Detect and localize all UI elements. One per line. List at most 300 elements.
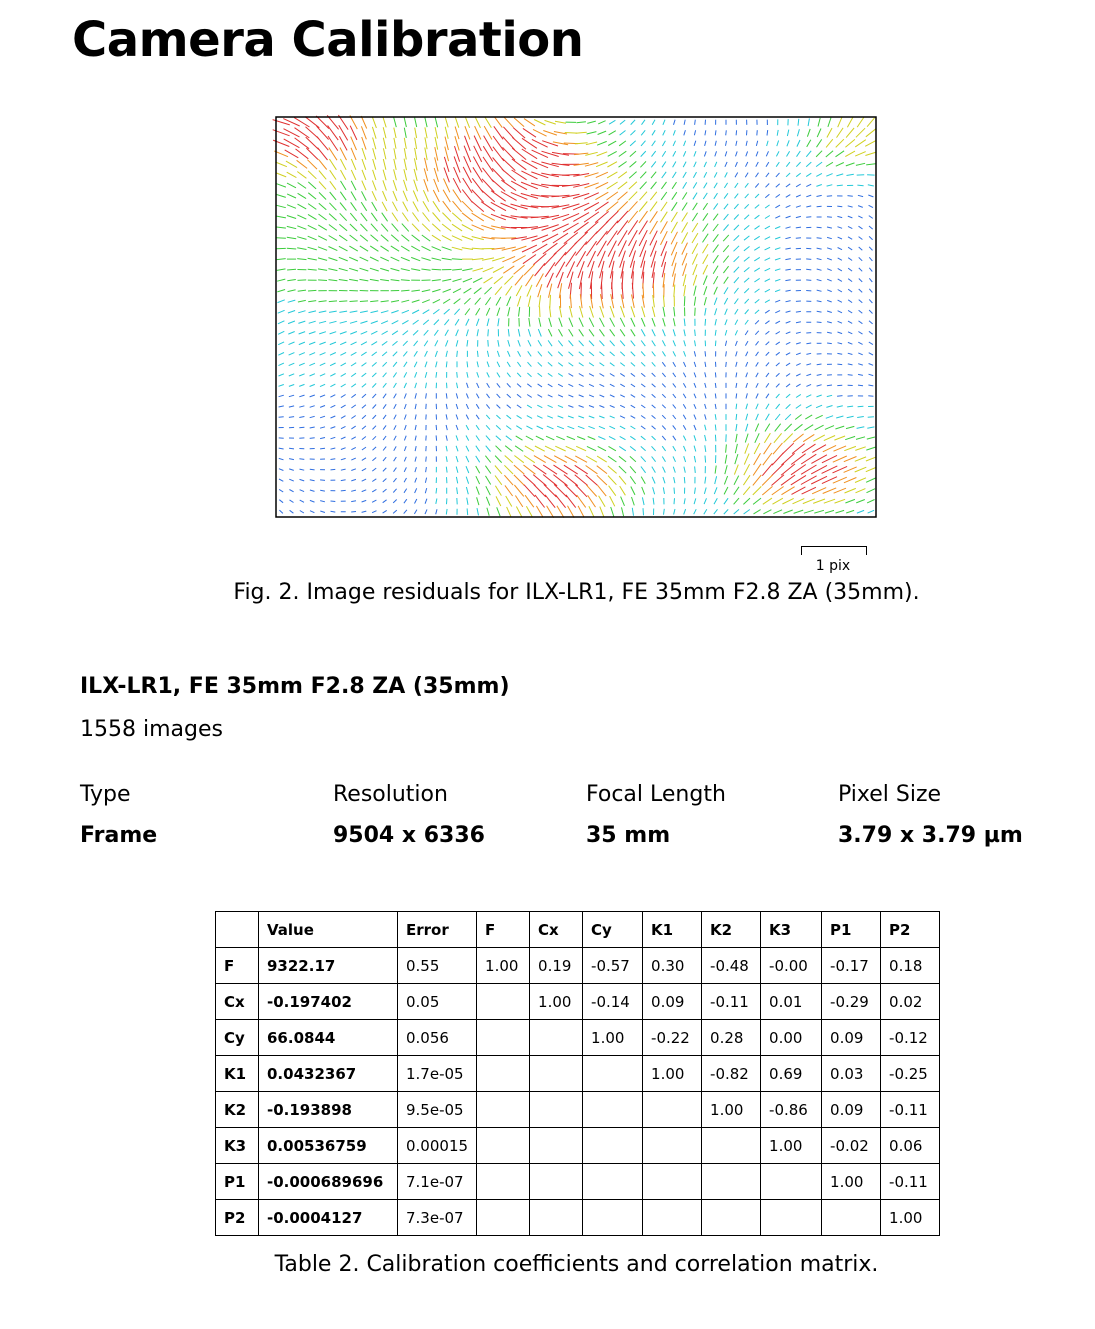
residual-vector: [443, 299, 450, 303]
table-cell: [761, 1200, 822, 1236]
residual-vector: [662, 426, 666, 430]
residual-vector: [362, 490, 367, 492]
residual-vector: [277, 290, 285, 292]
residual-vector: [383, 457, 386, 461]
residual-vector: [453, 201, 462, 212]
residual-vector: [704, 172, 707, 177]
table-cell: -0.000689696: [259, 1164, 398, 1200]
table-cell: 0.09: [822, 1092, 881, 1128]
residual-vector: [452, 213, 462, 222]
residual-vector: [755, 424, 758, 432]
residual-vector: [443, 201, 451, 212]
table-cell: [702, 1164, 761, 1200]
residual-vector: [455, 319, 459, 325]
residual-vector: [456, 404, 458, 409]
residual-vector: [806, 195, 811, 197]
residual-vector: [589, 363, 594, 366]
residual-vector: [806, 353, 811, 354]
residual-vector: [631, 352, 635, 357]
table-cell: K2: [216, 1092, 259, 1128]
residual-vector: [589, 318, 594, 327]
residual-vector: [693, 275, 696, 286]
table-cell: -0.0004127: [259, 1200, 398, 1236]
residual-vector: [845, 436, 855, 439]
residual-vector: [362, 437, 366, 440]
table-header-row: [216, 912, 940, 948]
residual-vector: [299, 332, 306, 334]
residual-vector: [491, 214, 506, 220]
residual-vector: [404, 372, 407, 377]
residual-vector: [736, 393, 737, 398]
residual-vector: [735, 162, 737, 167]
residual-vector: [796, 394, 801, 397]
residual-vector: [607, 231, 617, 246]
residual-vector: [735, 454, 738, 464]
table-row: [216, 1200, 940, 1236]
residual-vector: [734, 235, 740, 240]
residual-vector: [584, 202, 599, 210]
residual-vector: [362, 191, 367, 200]
table-row: [216, 948, 940, 984]
residual-vector: [383, 500, 387, 503]
residual-vector: [836, 151, 845, 157]
residual-vector: [631, 487, 635, 495]
residual-vector: [425, 362, 427, 368]
residual-vector: [341, 448, 346, 450]
residual-vector: [836, 416, 843, 418]
residual-vector: [775, 237, 780, 239]
residual-vector: [415, 467, 417, 472]
residual-vector: [452, 224, 462, 231]
residual-vector: [736, 414, 737, 420]
residual-vector: [641, 467, 646, 473]
residual-vector: [402, 224, 409, 232]
residual-vector: [867, 427, 874, 428]
table-cell: 0.55: [398, 948, 477, 984]
residual-vector: [371, 311, 379, 313]
residual-vector: [827, 279, 832, 281]
residual-vector: [776, 332, 780, 335]
residual-vector: [519, 307, 520, 317]
residual-vector: [436, 372, 437, 378]
residual-vector: [446, 446, 447, 451]
residual-vector: [694, 286, 696, 296]
table-cell: [643, 1164, 702, 1200]
residual-vector: [372, 117, 376, 128]
residual-vector: [341, 469, 346, 470]
residual-vector: [277, 269, 286, 271]
residual-vector: [744, 454, 749, 465]
residual-vector: [341, 416, 346, 419]
residual-vector: [532, 244, 547, 253]
residual-vector: [517, 405, 521, 408]
residual-vector: [640, 161, 646, 167]
residual-vector: [504, 465, 513, 474]
residual-vector: [547, 416, 553, 418]
residual-vector: [318, 225, 327, 230]
residual-vector: [467, 372, 468, 378]
residual-vector: [477, 351, 478, 357]
residual-vector: [641, 395, 645, 398]
residual-vector: [527, 384, 531, 387]
residual-vector: [279, 458, 284, 459]
table-cell: -0.11: [881, 1164, 940, 1200]
table-cell: 0.30: [643, 948, 702, 984]
residual-vector: [476, 456, 480, 462]
table-row: [216, 1164, 940, 1200]
residual-vector: [705, 425, 706, 431]
residual-vector: [299, 353, 305, 356]
residual-vector: [392, 341, 397, 345]
residual-vector: [714, 487, 717, 494]
residual-vector: [340, 148, 347, 161]
residual-vector: [755, 299, 760, 303]
residual-vector: [496, 436, 501, 441]
residual-vector: [692, 213, 697, 221]
residual-vector: [619, 476, 626, 484]
residual-vector: [704, 498, 706, 504]
residual-vector: [411, 290, 420, 291]
residual-vector: [586, 485, 596, 497]
residual-vector: [435, 117, 438, 127]
residual-vector: [773, 498, 783, 504]
residual-vector: [652, 141, 656, 146]
residual-vector: [806, 173, 811, 176]
residual-vector: [341, 395, 346, 398]
residual-vector: [694, 415, 696, 420]
residual-vector: [497, 362, 500, 367]
residual-vector: [745, 204, 749, 208]
spec-pixel-size-label: Pixel Size: [838, 782, 942, 807]
residual-vector: [537, 426, 543, 429]
residual-vector: [827, 290, 832, 292]
residual-vector: [446, 509, 447, 515]
residual-vector: [796, 238, 801, 239]
residual-vector: [476, 319, 479, 326]
table-cell: -0.02: [822, 1128, 881, 1164]
residual-vector: [456, 446, 458, 452]
residual-vector: [537, 405, 542, 408]
residual-vector: [351, 512, 356, 513]
residual-vector: [362, 181, 366, 191]
residual-vector: [373, 436, 377, 440]
residual-vector: [288, 300, 296, 302]
residual-vector: [287, 226, 296, 228]
residual-vector: [703, 234, 709, 243]
residual-vector: [362, 148, 366, 160]
residual-vector: [641, 436, 646, 440]
residual-vector: [558, 405, 563, 407]
residual-vector: [765, 216, 770, 219]
residual-vector: [640, 172, 646, 179]
residual-vector: [673, 394, 676, 398]
residual-vector: [597, 241, 606, 256]
residual-vector: [694, 509, 697, 514]
residual-vector: [505, 446, 512, 452]
residual-vector: [545, 262, 555, 276]
residual-vector: [631, 341, 635, 347]
residual-vector: [394, 404, 397, 409]
residual-vector: [704, 488, 706, 494]
residual-vector: [776, 173, 780, 177]
residual-vector: [828, 118, 831, 127]
residual-vector: [467, 340, 468, 346]
residual-vector: [297, 248, 306, 250]
table-cell: 0.00: [761, 1020, 822, 1056]
residual-vector: [723, 266, 728, 273]
table-cell: K3: [216, 1128, 259, 1164]
residual-vector: [660, 221, 667, 233]
residual-vector: [349, 257, 358, 261]
residual-vector: [694, 362, 696, 367]
residual-vector: [765, 279, 770, 282]
residual-vector: [763, 498, 772, 504]
residual-vector: [618, 192, 628, 201]
residual-vector: [391, 311, 398, 314]
residual-vector: [318, 247, 327, 251]
residual-vector: [715, 476, 717, 484]
residual-vector: [414, 158, 417, 170]
residual-vector: [705, 319, 706, 326]
residual-vector: [370, 268, 379, 271]
residual-vector: [762, 475, 773, 486]
residual-vector: [525, 495, 534, 507]
residual-vector: [766, 383, 769, 387]
residual-vector: [628, 211, 638, 223]
residual-vector: [796, 374, 800, 376]
residual-vector: [341, 373, 346, 376]
residual-vector: [587, 121, 596, 123]
residual-vector: [856, 489, 866, 493]
residual-vector: [524, 456, 535, 463]
residual-vector: [704, 286, 707, 295]
residual-vector: [827, 300, 832, 302]
residual-vector: [652, 352, 656, 357]
residual-vector: [371, 213, 377, 221]
residual-vector: [403, 191, 407, 202]
residual-vector: [383, 159, 386, 170]
residual-vector: [476, 404, 479, 409]
residual-vector: [536, 506, 543, 518]
residual-vector: [466, 415, 468, 420]
residual-vector: [566, 495, 576, 508]
residual-vector: [425, 478, 426, 483]
residual-vector: [673, 456, 676, 461]
residual-vector: [674, 509, 675, 515]
residual-vector: [466, 319, 469, 326]
residual-vector: [736, 383, 737, 388]
residual-vector: [300, 511, 304, 514]
residual-vector: [340, 192, 346, 201]
residual-vector: [756, 383, 758, 388]
table-cell: 0.06: [881, 1128, 940, 1164]
residual-vector: [589, 341, 594, 346]
residual-vector: [557, 506, 564, 518]
residual-vector: [705, 414, 707, 419]
residual-vector: [766, 184, 770, 188]
table-cell: Cy: [216, 1020, 259, 1056]
residual-vector: [652, 362, 656, 366]
residual-vector: [351, 394, 355, 397]
residual-vector: [827, 258, 832, 260]
residual-vector: [487, 372, 490, 377]
header-cell: K1: [643, 912, 702, 948]
residual-vector: [507, 297, 511, 306]
residual-vector: [456, 467, 458, 473]
residual-vector: [526, 274, 534, 286]
residual-vector: [412, 235, 420, 241]
residual-vector: [287, 216, 296, 219]
table-cell: -0.12: [881, 1020, 940, 1056]
residual-vector: [393, 180, 397, 191]
residual-vector: [535, 446, 545, 451]
residual-vector: [289, 353, 295, 356]
residual-vector: [297, 215, 306, 219]
residual-vector: [512, 170, 527, 180]
residual-vector: [844, 478, 857, 483]
spec-focal-length-label: Focal Length: [586, 782, 726, 807]
residual-vector: [796, 162, 800, 167]
residual-vector: [617, 211, 628, 223]
residual-vector: [506, 436, 512, 441]
residual-vector: [579, 374, 584, 377]
residual-vector: [476, 446, 480, 452]
residual-vector: [796, 322, 801, 323]
residual-vector: [807, 129, 810, 137]
residual-vector: [512, 246, 527, 251]
table-cell: [702, 1200, 761, 1236]
residual-vector: [672, 172, 676, 178]
residual-vector: [415, 372, 417, 377]
residual-vector: [776, 404, 780, 409]
residual-vector: [547, 273, 554, 288]
residual-vector: [319, 203, 327, 210]
residual-vector: [423, 310, 430, 314]
residual-vector: [602, 282, 603, 299]
residual-vector: [641, 456, 646, 461]
residual-vector: [308, 182, 316, 189]
table-cell: [702, 1128, 761, 1164]
residual-vector: [682, 232, 688, 243]
table-cell: [643, 1092, 702, 1128]
residual-vector: [869, 226, 873, 229]
residual-vector: [610, 405, 615, 407]
residual-vector: [415, 393, 416, 398]
residual-vector: [838, 279, 842, 282]
residual-vector: [491, 191, 506, 202]
residual-vector: [391, 235, 399, 242]
residual-vector: [456, 330, 459, 336]
residual-vector: [426, 457, 427, 462]
residual-vector: [559, 318, 562, 327]
residual-vector: [403, 202, 408, 212]
residual-vector: [597, 456, 607, 462]
residual-vector: [866, 468, 876, 472]
residual-vector: [813, 435, 824, 441]
residual-vector: [826, 139, 833, 147]
residual-vector: [838, 237, 842, 239]
residual-vector: [320, 416, 325, 418]
residual-vector: [404, 128, 406, 138]
residual-vector: [328, 269, 337, 271]
residual-vector: [754, 257, 760, 261]
residual-vector: [330, 181, 336, 190]
residual-vector: [452, 247, 463, 250]
residual-vector: [785, 269, 790, 270]
residual-vector: [442, 258, 452, 260]
table-row: [216, 1056, 940, 1092]
residual-vector: [785, 259, 790, 260]
residual-vector: [848, 258, 852, 261]
residual-vector: [328, 258, 337, 261]
residual-vector: [341, 426, 346, 428]
residual-vector: [298, 204, 307, 209]
residual-vector: [381, 301, 389, 302]
residual-vector: [641, 130, 645, 135]
residual-vector: [507, 383, 511, 387]
residual-vector: [641, 352, 645, 357]
residual-vector: [393, 373, 396, 378]
residual-vector: [734, 476, 739, 485]
residual-vector: [756, 151, 758, 156]
residual-vector: [694, 351, 695, 356]
residual-vector: [662, 436, 666, 440]
residual-vector: [442, 224, 451, 231]
residual-vector: [371, 224, 378, 232]
residual-vector: [392, 224, 399, 232]
residual-vector: [673, 351, 676, 356]
residual-vector: [845, 139, 855, 147]
residual-vector: [803, 499, 815, 504]
residual-vector: [488, 340, 489, 347]
residual-vector: [650, 211, 658, 222]
residual-vector: [514, 456, 523, 463]
residual-vector: [683, 151, 685, 156]
residual-vector: [859, 300, 863, 303]
residual-vector: [631, 120, 635, 125]
residual-vector: [846, 510, 854, 513]
residual-vector: [641, 384, 645, 387]
residual-vector: [538, 395, 543, 398]
residual-vector: [456, 435, 458, 440]
residual-vector: [715, 425, 716, 431]
residual-vector: [579, 341, 584, 346]
residual-vector: [310, 490, 315, 491]
residual-vector: [462, 201, 473, 212]
residual-vector: [684, 120, 685, 125]
residual-vector: [847, 117, 853, 127]
residual-vector: [370, 301, 378, 302]
residual-vector: [287, 269, 296, 270]
residual-vector: [514, 475, 524, 486]
residual-vector: [277, 205, 286, 207]
table-cell: -0.25: [881, 1056, 940, 1092]
residual-vector: [608, 141, 616, 145]
residual-vector: [413, 202, 419, 212]
residual-vector: [715, 383, 716, 388]
residual-vector: [598, 437, 605, 440]
residual-vector: [652, 415, 656, 418]
residual-vector: [575, 456, 587, 462]
residual-vector: [477, 383, 479, 388]
residual-vector: [535, 495, 545, 508]
table-cell: -0.14: [583, 984, 643, 1020]
residual-vector: [289, 363, 295, 365]
residual-vector: [705, 383, 706, 388]
residual-vector: [383, 510, 387, 513]
residual-vector: [522, 245, 537, 252]
residual-vector: [362, 363, 367, 367]
